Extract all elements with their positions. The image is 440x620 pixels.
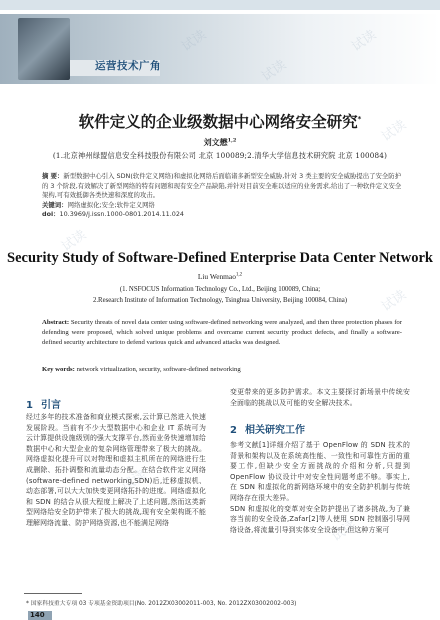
author-en: Liu Wenmao$^{1,2}$	[197, 272, 243, 281]
footnote-rule	[24, 593, 82, 594]
keywords-en: Key words: network virtualization, security, software-defined networking	[42, 366, 241, 373]
watermark: 试读	[179, 27, 210, 55]
section-body-intro-continued: 变更带来的更多防护需求。本文主要探讨新场景中传统安全面临的挑战以及可能的安全解决技术。	[230, 388, 410, 407]
affiliation-en: (1. NSFOCUS Information Technology Co., Ltd., Beijing 100089, China; 2.Research Institute of Information Technology, Tsinghua University, Beijing 100084, China)	[92, 286, 348, 304]
article-title-en: Security Study of Software-Defined Enterprise Data Center Network	[7, 250, 433, 266]
watermark: 试读	[379, 117, 410, 145]
watermark: 试读	[259, 57, 290, 85]
header-top-bar	[0, 0, 440, 10]
header-photo-image	[18, 18, 70, 80]
abstract-cn-block: 摘 要：新型数据中心引入 SDN(软件定义网络)和虚拟化网络后面临诸多新型安全威胁,针对 3 类主要的安全威胁提出了安全防护的 3 个阶段,有效解决了新型网络的特有问题和现有安全产品缺陷,并针对目前安全难以适应的业务需求,给出了一种软件定义安全架构,可有效抵御各类快速和深度的攻击。 关键词：网络虚拟化;安全;软件定义网络 doi：10.3969/j.issn.1000-0801.2014.11.024	[42, 172, 402, 218]
page-number: 140	[30, 611, 45, 619]
watermark: 试读	[349, 27, 380, 55]
footnote: * 国家科技重大专项 03 专项基金资助项目(No. 2012ZX03002011-003, No. 2012ZX03002002-003)	[26, 601, 297, 607]
section-heading-related-work: 2 相关研究工作	[230, 425, 305, 436]
watermark: 试读	[59, 227, 90, 255]
author-cn: 刘文懋$^{1,2}$	[203, 137, 237, 147]
watermark: 试读	[329, 517, 360, 545]
article-title-cn: 软件定义的企业级数据中心网络安全研究*	[78, 113, 362, 131]
watermark: 试读	[119, 467, 150, 495]
section-tag: 运营技术广角	[95, 60, 161, 72]
affiliation-cn: (1.北京神州绿盟信息安全科技股份有限公司 北京 100089;2.清华大学信息技术研究院 北京 100084)	[52, 151, 388, 160]
section-body-intro: 经过多年的技术准备和商业模式探索,云计算已然进入快速发展阶段。当前有不少大型数据中心和企业 IT 系统可为云计算提供设施级别的强大支撑平台,然而业务快速增加给数据中心和大型企业的复杂网络管理带来了极大的挑战。网络虚拟化提升可以对物理和虚拟主机所在的网络进行生成删除、拓扑调整和流量动态分配。在结合软件定义网络(software-defined networking,SDN)后,迁移虚拟机、动态部署,可以大大加快变更网络拓扑的进度。网络虚拟化和 SDN 的结合从很大程度上解决了上述问题,然而这类新型网络给安全防护带来了极大的挑战,现有安全架构既不能理解网络流量、防护网络资源,也不能满足网络	[26, 413, 206, 527]
watermark: 试读	[379, 287, 410, 315]
abstract-en: Abstract: Security threats of novel data center using software-defined networking were analyzed, and then three protection phases for defending were proposed, which solved unique problems and overcame current security product defects, and finally a software-defined security architecture to defend various quick and advanced attacks was designed.	[42, 319, 403, 346]
section-body-related-work: 参考文献[1]详细介绍了基于 OpenFlow 的 SDN 技术的背景和架构以及在系统高性能、一致性和可靠性方面的重要工作,但缺少安全方面挑战的介绍和分析,只提到 OpenFlow 协议设计中对安全性问题考虑不够。事实上,在 SDN 和虚拟化的新网络环境中的安全防护机制与传统网络存在很大差异。 SDN 和虚拟化的变革对安全防护提出了诸多挑战,为了兼容当前的安全设备,Zafar[2]等人使用 SDN 控制器引导网络设备,将流量引导到实体安全设备中,但这种方案可	[230, 441, 410, 534]
section-heading-intro: 1 引言	[26, 400, 61, 411]
